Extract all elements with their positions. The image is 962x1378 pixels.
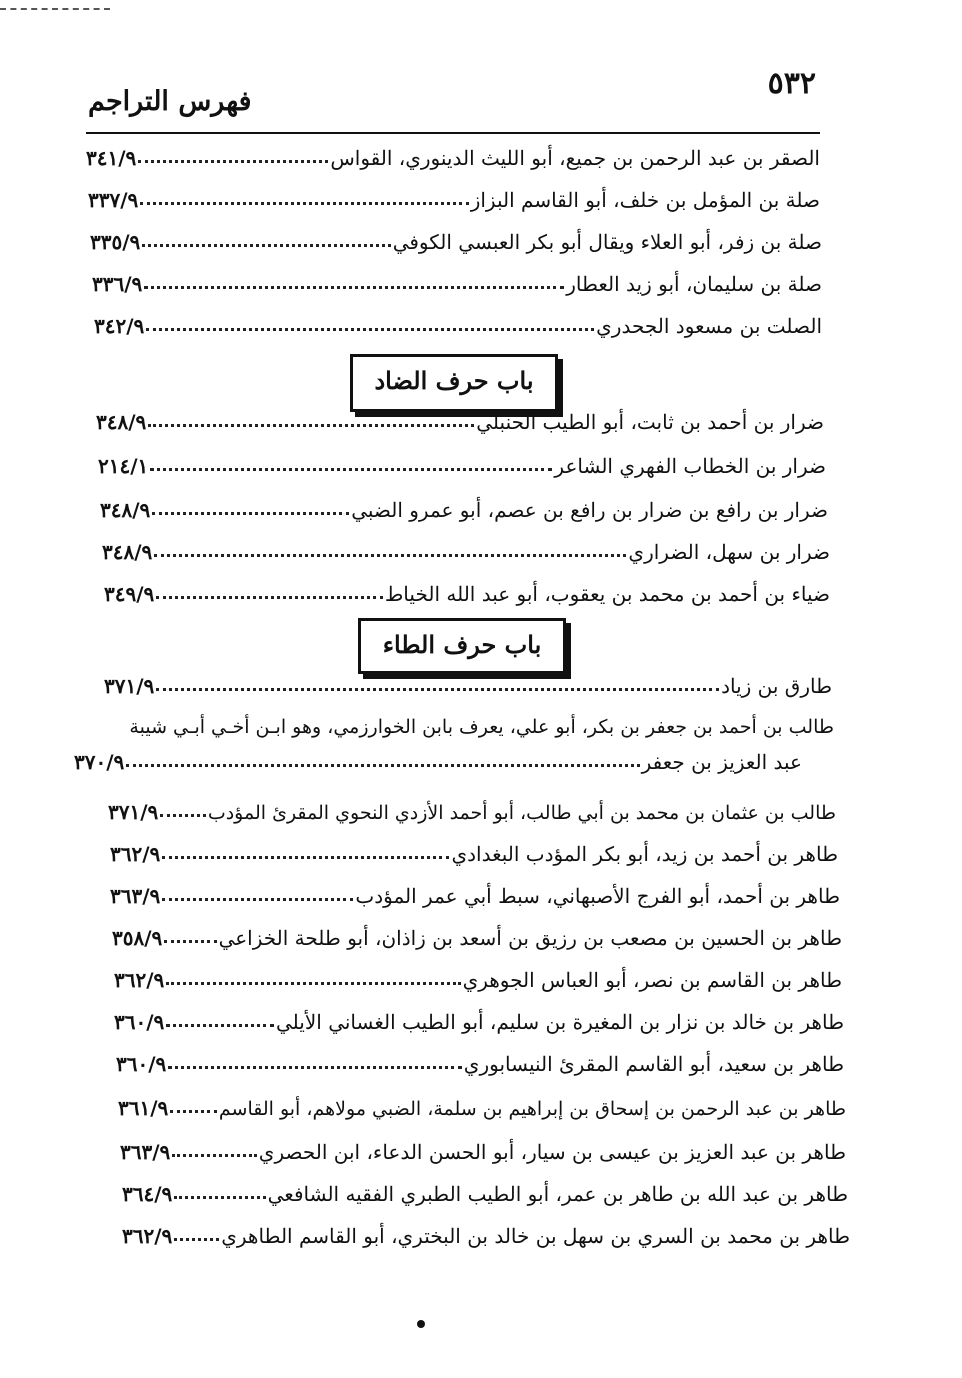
leader-dots bbox=[144, 285, 564, 289]
entry-name: ضرار بن رافع بن ضرار بن رافع بن عصم، أبو عمرو الضبي bbox=[351, 498, 828, 522]
index-entry bbox=[110, 842, 838, 866]
page-number: ٥٣٢ bbox=[767, 66, 816, 101]
entry-reference: ٣٤٢/٩ bbox=[94, 314, 145, 338]
leader-dots bbox=[146, 327, 594, 331]
leader-dots bbox=[150, 467, 552, 471]
index-entry bbox=[114, 968, 842, 992]
entry-reference: ٣٧٠/٩ bbox=[74, 750, 125, 774]
entry-reference: ٢١٤/١ bbox=[98, 454, 149, 478]
entry-reference: ٣٦٢/٩ bbox=[110, 842, 161, 866]
entry-reference: ٣٦٢/٩ bbox=[122, 1224, 173, 1248]
index-entry bbox=[90, 230, 822, 254]
leader-dots bbox=[148, 423, 474, 427]
entry-reference: ٣٤٨/٩ bbox=[100, 498, 151, 522]
entry-name: طاهر بن عبد الرحمن بن إسحاق بن إبراهيم بن سلمة، الضبي مولاهم، أبو القاسم bbox=[218, 1098, 846, 1120]
entry-reference: ٣٥٨/٩ bbox=[112, 926, 163, 950]
entry-name: ضرار بن أحمد بن ثابت، أبو الطيب الحنبلي bbox=[476, 410, 824, 434]
leader-dots bbox=[154, 553, 626, 557]
index-entry bbox=[120, 1140, 846, 1164]
entry-reference: ٣٦٢/٩ bbox=[114, 968, 165, 992]
entry-reference: ٣٣٧/٩ bbox=[88, 188, 139, 212]
index-entry bbox=[104, 582, 830, 606]
entry-reference: ٣٦٠/٩ bbox=[116, 1052, 167, 1076]
entry-name: طاهر بن سعيد، أبو القاسم المقرئ النيسابوري bbox=[463, 1052, 844, 1076]
entry-name: صلة بن المؤمل بن خلف، أبو القاسم البزاز bbox=[470, 188, 820, 212]
index-entry bbox=[102, 540, 830, 564]
leader-dots bbox=[172, 1153, 257, 1157]
entry-reference: ٣٣٦/٩ bbox=[92, 272, 143, 296]
index-entry bbox=[98, 454, 826, 478]
section-heading-dad: باب حرف الضاد bbox=[350, 354, 558, 412]
leader-dots bbox=[166, 981, 460, 985]
leader-dots bbox=[162, 855, 449, 859]
index-entry bbox=[122, 1224, 850, 1248]
index-entry bbox=[92, 272, 822, 296]
index-entry bbox=[122, 1182, 848, 1206]
index-entry bbox=[114, 1010, 844, 1034]
entry-name: الصلت بن مسعود الجحدري bbox=[596, 314, 822, 338]
entry-reference: ٣٦٠/٩ bbox=[114, 1010, 165, 1034]
index-entry bbox=[100, 498, 828, 522]
index-entry bbox=[74, 716, 834, 774]
leader-dots bbox=[168, 1065, 462, 1069]
leader-dots bbox=[156, 687, 719, 691]
entry-name: صلة بن زفر، أبو العلاء ويقال أبو بكر العبسي الكوفي bbox=[392, 230, 822, 254]
entry-reference: ٣٦١/٩ bbox=[118, 1096, 169, 1120]
leader-dots bbox=[140, 201, 468, 205]
entry-first-line: طالب بن أحمد بن جعفر بن بكر، أبو علي، يعرف بابن الخوارزمي، وهو ابـن أخـي أبـي شيبة bbox=[129, 716, 834, 738]
entry-reference: ٣٦٣/٩ bbox=[120, 1140, 171, 1164]
leader-dots bbox=[152, 511, 349, 515]
leader-dots bbox=[174, 1195, 265, 1199]
entry-name: ضياء بن أحمد بن محمد بن يعقوب، أبو عبد الله الخياط bbox=[384, 582, 830, 606]
entry-reference: ٣٤٨/٩ bbox=[96, 410, 147, 434]
entry-reference: ٣٧١/٩ bbox=[108, 800, 159, 824]
entry-reference: ٣٦٤/٩ bbox=[122, 1182, 173, 1206]
entry-reference: ٣٣٥/٩ bbox=[90, 230, 141, 254]
entry-reference: ٣٧١/٩ bbox=[104, 674, 155, 698]
entry-reference: ٣٦٣/٩ bbox=[110, 884, 161, 908]
entry-name: طاهر بن محمد بن السري بن سهل بن خالد بن البختري، أبو القاسم الطاهري bbox=[221, 1224, 850, 1248]
index-entry bbox=[118, 1096, 846, 1120]
entry-name: طاهر بن أحمد، أبو الفرج الأصبهاني، سبط أبي عمر المؤدب bbox=[355, 884, 840, 908]
entry-reference: ٣٤٩/٩ bbox=[104, 582, 155, 606]
leader-dots bbox=[160, 813, 206, 817]
leader-dots bbox=[170, 1109, 217, 1113]
index-entry bbox=[86, 146, 820, 170]
leader-dots bbox=[166, 1023, 274, 1027]
leader-dots bbox=[156, 595, 383, 599]
entry-name: ضرار بن الخطاب الفهري الشاعر bbox=[554, 454, 826, 478]
entry-name: الصقر بن عبد الرحمن بن جميع، أبو الليث الدينوري، القواس bbox=[330, 146, 820, 170]
leader-dots bbox=[142, 243, 390, 247]
entry-name: طالب بن عثمان بن محمد بن أبي طالب، أبو أحمد الأزدي النحوي المقرئ المؤدب bbox=[207, 802, 836, 824]
entry-name: طارق بن زياد bbox=[721, 674, 832, 698]
index-entry bbox=[104, 674, 832, 698]
entry-name: صلة بن سليمان، أبو زيد العطار bbox=[566, 272, 822, 296]
leader-dots bbox=[162, 897, 353, 901]
entry-name: طاهر بن عبد العزيز بن عيسى بن سيار، أبو الحسن الدعاء، ابن الحصري bbox=[258, 1140, 846, 1164]
leader-dots bbox=[164, 939, 216, 943]
entry-reference: ٣٤٨/٩ bbox=[102, 540, 153, 564]
index-entry bbox=[88, 188, 820, 212]
index-entry bbox=[108, 800, 836, 824]
entry-reference: ٣٤١/٩ bbox=[86, 146, 137, 170]
index-entry bbox=[116, 1052, 844, 1076]
entry-name: عبد العزيز بن جعفر bbox=[641, 750, 802, 774]
entry-name: طاهر بن الحسين بن مصعب بن رزيق بن أسعد بن زاذان، أبو طلحة الخزاعي bbox=[218, 926, 842, 950]
entry-name: طاهر بن القاسم بن نصر، أبو العباس الجوهري bbox=[462, 968, 842, 992]
leader-dots bbox=[126, 763, 639, 767]
leader-dots bbox=[174, 1237, 219, 1241]
index-entry bbox=[96, 410, 824, 434]
entry-name: طاهر بن عبد الله بن طاهر بن عمر، أبو الطيب الطبري الفقيه الشافعي bbox=[267, 1182, 848, 1206]
index-entry bbox=[94, 314, 822, 338]
index-entry bbox=[110, 884, 840, 908]
leader-dots bbox=[138, 159, 328, 163]
footer-dot bbox=[417, 1320, 425, 1328]
entry-name: ضرار بن سهل، الضراري bbox=[628, 540, 830, 564]
index-entry bbox=[112, 926, 842, 950]
running-title: فهرس التراجم bbox=[88, 86, 252, 117]
section-heading-taa: باب حرف الطاء bbox=[358, 618, 566, 674]
entry-name: طاهر بن خالد بن نزار بن المغيرة بن سليم، أبو الطيب الغساني الأيلي bbox=[276, 1010, 844, 1034]
entry-name: طاهر بن أحمد بن زيد، أبو بكر المؤدب البغدادي bbox=[451, 842, 838, 866]
